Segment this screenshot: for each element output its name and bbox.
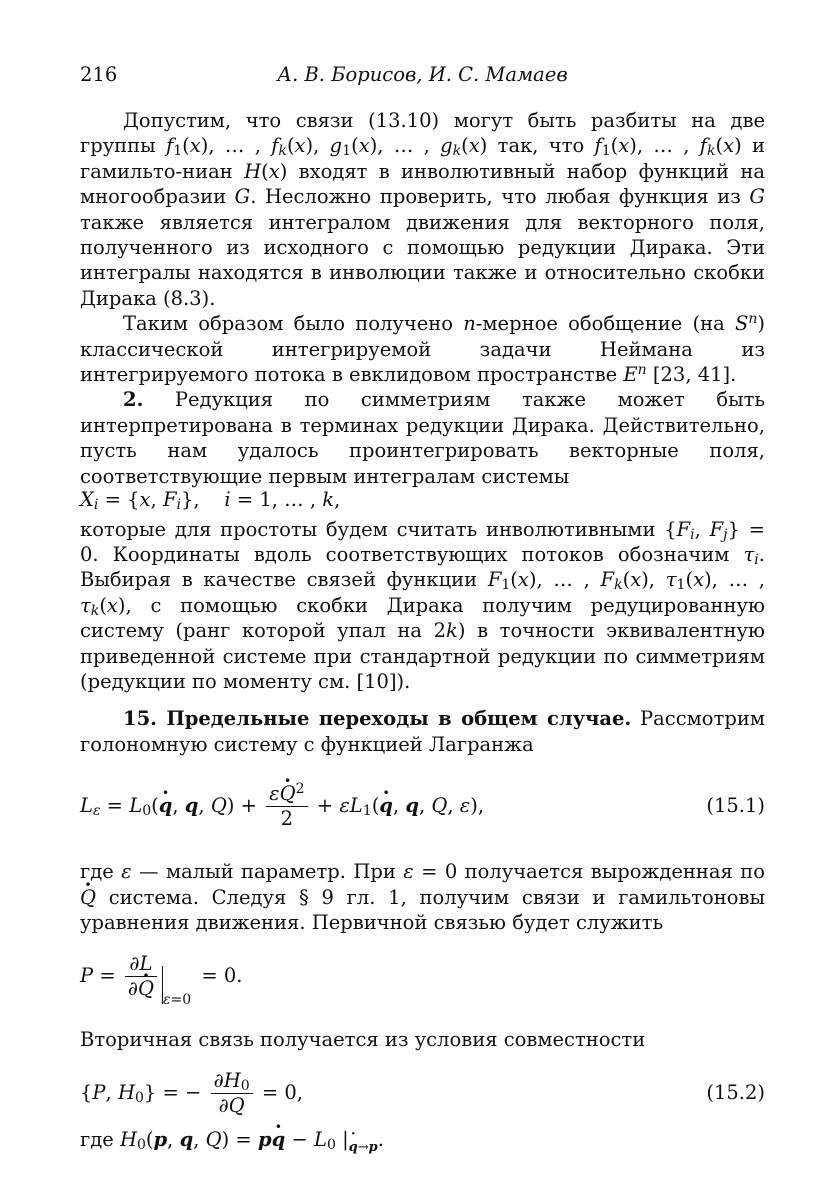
equation-15-2: {P, $H_0$} = − $\frac{\partial H_0}{\partial Q}$ = 0, (15.2) (80, 1061, 765, 1125)
paragraph-secondary: Вторичная связь получается из условия совместности (80, 1028, 646, 1052)
running-title: А. В. Борисов, И. С. Мамаев (277, 63, 568, 86)
fraction-dH0-dQ: $\frac{\partial H_0}{\partial Q}$ (211, 1069, 253, 1118)
paragraph-involutive: которые для простоты будем считать инволютивными {$F_i$, $F_j\} = 0$. Координаты вдоль соответствующих потоков обозначим $\tau_i$. Выбирая в качестве связей функции $F_1(x)$, … , $F_k(x)$, $\tau_1(x)$, … , $\tau_k(x)$, с помощью скобки Дирака получим редуцированную систему (ранг которой упал на 2k) в точности эквивалентную приведенной системе при стандартной редукции по симметриям (редукции по моменту см. [10]). (80, 517, 766, 693)
page-header (80, 63, 765, 91)
paragraph-constraints: Допустим, что связи (13.10) могут быть разбиты на две группы $f_1(x)$, … , $f_k(x)$, $g_1(x)$, … , $g_k(x)$ так, что $f_1(x)$, … , $f_k(x)$ и гамильто-ниан H(x) входят в инволютивный набор функций на многообразии G. Несложно проверить, что любая функция из G также является интегралом движения для векторного поля, полученного из исходного с помощью редукции Дирака. Эти интегралы находятся в инволюции также и относительно скобки Дирака (8.3). (80, 109, 765, 310)
equation-number-15-1: (15.1) (706, 794, 765, 818)
page-number: 216 (80, 63, 118, 86)
section-heading-15: 15. Предельные переходы в общем случае. Рассмотрим голономную систему с функцией Лагранжа (80, 707, 765, 756)
equation-15-1: $L_\varepsilon = L_0(q$ ·, q, Q) + $\frac{\varepsilon Q \cdot^2}{2}$ + $\varepsilon L_1(q$ ·, q, Q, ε), (15.1) (80, 777, 765, 835)
paragraph-hamiltonian: где $H_0(p$, q, Q) = pq · − $L_0$ $|_{q \cdot\to p}$. (80, 1127, 765, 1160)
paragraph-neumann: Таким образом было получено n-мерное обобщение (на $S^n$) классической интегрируемой задачи Неймана из интегрируемого потока в евклидовом пространстве $E^n$ [23, 41]. (80, 311, 765, 387)
body-text (80, 108, 765, 1160)
fraction-dL-dQdot: $\frac{\partial L}{\partial Q}$ · (125, 952, 157, 1001)
equation-vector-fields: $X_i = \{x$, $F_i$}, i = 1, … , k, (80, 488, 341, 514)
paragraph-symmetry-reduction: 2. Редукция по симметриям также может быть интерпретирована в терминах редукции Дирака. Действительно, пусть нам удалось проинтегрировать векторные поля, соответствующие первым интегралам системы (80, 388, 765, 488)
equation-primary-constraint: P = $\frac{\partial L}{\partial Q}$ · ε=0 = 0. (80, 943, 765, 1009)
equation-number-15-2: (15.2) (706, 1080, 765, 1104)
fraction-eps-qdot: $\frac{\varepsilon Q \cdot^2}{2}$ (266, 782, 307, 831)
paragraph-small-parameter: где ε — малый параметр. При ε = 0 получается вырожденная по Q · система. Следуя § 9 гл. 1, получим связи и гамильтоновы уравнения движения. Первичной связью будет служить (80, 859, 765, 935)
